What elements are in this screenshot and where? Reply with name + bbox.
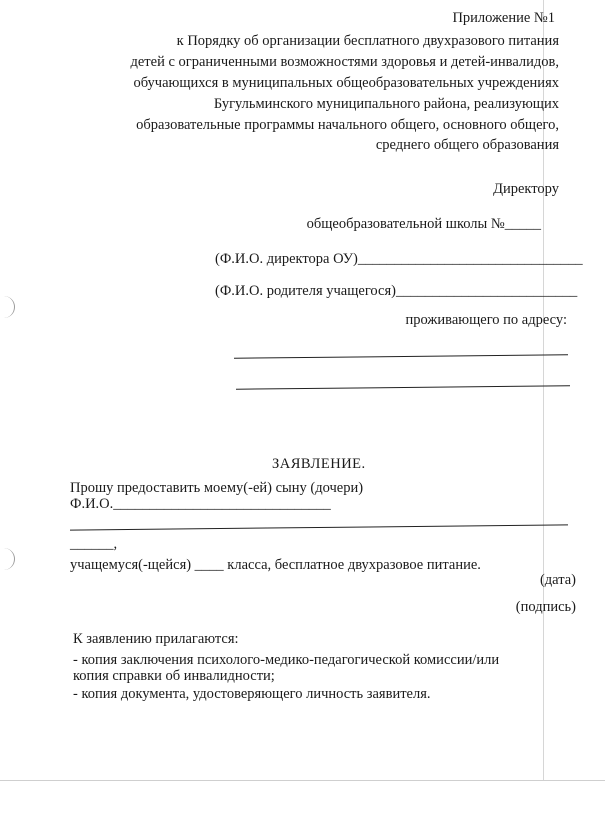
appendix-title: Приложение №1	[452, 10, 555, 26]
punch-hole-bottom	[0, 548, 15, 570]
fio-continuation-line	[70, 524, 568, 530]
application-signature: (подпись)	[515, 599, 576, 615]
attachments-item-1: - копия заключения психолого-медико-педагогической комиссии/или	[73, 652, 500, 668]
application-title: ЗАЯВЛЕНИЕ.	[272, 456, 366, 472]
addressee-director: (Ф.И.О. директора ОУ)_______________________________	[215, 251, 583, 267]
appendix-line-1: к Порядку об организации бесплатного двухразового питания	[176, 33, 559, 49]
application-date: (дата)	[539, 572, 576, 588]
address-line-2	[236, 385, 570, 389]
attachments-heading: К заявлению прилагаются:	[73, 631, 239, 647]
attachments-item-2: копия справки об инвалидности;	[73, 668, 275, 684]
punch-hole-top	[0, 296, 15, 318]
appendix-line-6: среднего общего образования	[375, 137, 559, 153]
application-fio: Ф.И.О.______________________________	[70, 496, 331, 512]
application-student: учащемуся(-щейся) ____ класса, бесплатное двухразовое питание.	[70, 557, 481, 573]
application-comma-line: ______,	[70, 536, 118, 552]
attachments-item-3: - копия документа, удостоверяющего личность заявителя.	[73, 686, 431, 702]
appendix-line-4: Бугульминского муниципального района, реализующих	[213, 96, 559, 112]
appendix-line-3: обучающихся в муниципальных общеобразовательных учреждениях	[133, 75, 559, 91]
appendix-line-5: образовательные программы начального общего, основного общего,	[136, 117, 559, 133]
addressee-parent: (Ф.И.О. родителя учащегося)_________________________	[215, 283, 578, 299]
application-request: Прошу предоставить моему(-ей) сыну (дочери)	[70, 480, 364, 496]
scan-edge-bottom	[0, 780, 605, 781]
addressee-to: Директору	[493, 181, 559, 197]
addressee-school: общеобразовательной школы №_____	[306, 216, 541, 232]
address-line-1	[234, 354, 568, 358]
addressee-address: проживающего по адресу:	[405, 312, 567, 328]
appendix-line-2: детей с ограниченными возможностями здоровья и детей-инвалидов,	[130, 54, 559, 70]
